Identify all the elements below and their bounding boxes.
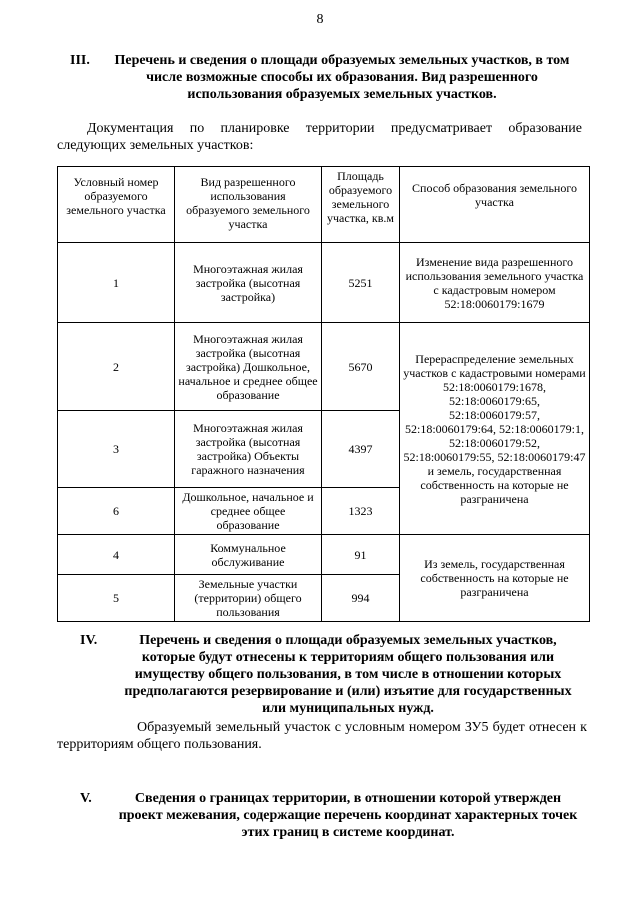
table-row bbox=[58, 243, 590, 323]
plot-use-cell: Дошкольное, начальное и среднее общее образование bbox=[175, 488, 322, 535]
section-number: III. bbox=[70, 53, 90, 68]
land-plots-table bbox=[57, 166, 590, 622]
plot-use-cell: Многоэтажная жилая застройка (высотная застройка) Объекты гаражного назначения bbox=[175, 411, 322, 488]
plot-area-cell: 91 bbox=[322, 535, 400, 575]
plot-area-cell: 1323 bbox=[322, 488, 400, 535]
plot-number-cell: 5 bbox=[58, 575, 175, 622]
plot-area-cell: 5670 bbox=[322, 323, 400, 411]
section-number: IV. bbox=[80, 633, 98, 648]
plot-area-cell: 4397 bbox=[322, 411, 400, 488]
plot-number-cell: 2 bbox=[58, 323, 175, 411]
page-number: 8 bbox=[316, 12, 324, 27]
plot-use-cell: Коммунальное обслуживание bbox=[175, 535, 322, 575]
header-cell: Площадь образуемого земельного участка, кв.м bbox=[322, 167, 400, 243]
plot-use-cell: Земельные участки (территории) общего пользования bbox=[175, 575, 322, 622]
intro-paragraph: Документация по планировке территории предусматривает образование следующих земельных участков: bbox=[57, 121, 582, 153]
section-title: Перечень и сведения о площади образуемых земельных участков, которые будут отнесены к территориям общего пользования или имуществу общего пользования, в том числе в отношении которых предполагаются резервирование и (или) изъятие для государственных или муниципальных нужд. bbox=[124, 633, 572, 716]
section-number: V. bbox=[80, 791, 92, 806]
plot-number-cell: 1 bbox=[58, 243, 175, 323]
section-4-heading bbox=[80, 632, 580, 717]
plot-method-merged-cell: Перераспределение земельных участков с кадастровыми номерами 52:18:0060179:1678, 52:18:0060179:65, 52:18:0060179:57, 52:18:0060179:64, 52:18:0060179:1, 52:18:0060179:52, 52:18:0060179:55, 52:18:0060179:47 и земель, государственная собственность на которые не разграничена bbox=[400, 323, 590, 535]
plot-use-cell: Многоэтажная жилая застройка (высотная застройка) bbox=[175, 243, 322, 323]
section-5-heading bbox=[80, 790, 580, 841]
table-row bbox=[58, 535, 590, 575]
plot-method-cell: Изменение вида разрешенного использования земельного участка с кадастровым номером 52:18:0060179:1679 bbox=[400, 243, 590, 323]
section-title: Сведения о границах территории, в отношении которой утвержден проект межевания, содержащие перечень координат характерных точек этих границ в системе координат. bbox=[118, 791, 578, 840]
section-4-paragraph: Образуемый земельный участок с условным номером ЗУ5 будет отнесен к территориям общего пользования. bbox=[57, 720, 587, 752]
plot-number-cell: 4 bbox=[58, 535, 175, 575]
header-cell: Условный номер образуемого земельного участка bbox=[58, 167, 175, 243]
header-cell: Вид разрешенного использования образуемого земельного участка bbox=[175, 167, 322, 243]
table-row bbox=[58, 323, 590, 411]
plot-number-cell: 6 bbox=[58, 488, 175, 535]
section-3-heading bbox=[70, 52, 576, 103]
table-header-row bbox=[58, 167, 590, 243]
section-title: Перечень и сведения о площади образуемых земельных участков, в том числе возможные способы их образования. Вид разрешенного использования образуемых земельных участков. bbox=[114, 53, 570, 102]
plot-area-cell: 994 bbox=[322, 575, 400, 622]
plot-use-cell: Многоэтажная жилая застройка (высотная застройка) Дошкольное, начальное и среднее общее образование bbox=[175, 323, 322, 411]
header-cell: Способ образования земельного участка bbox=[400, 167, 590, 243]
plot-area-cell: 5251 bbox=[322, 243, 400, 323]
plot-number-cell: 3 bbox=[58, 411, 175, 488]
plot-method-merged-cell: Из земель, государственная собственность на которые не разграничена bbox=[400, 535, 590, 622]
